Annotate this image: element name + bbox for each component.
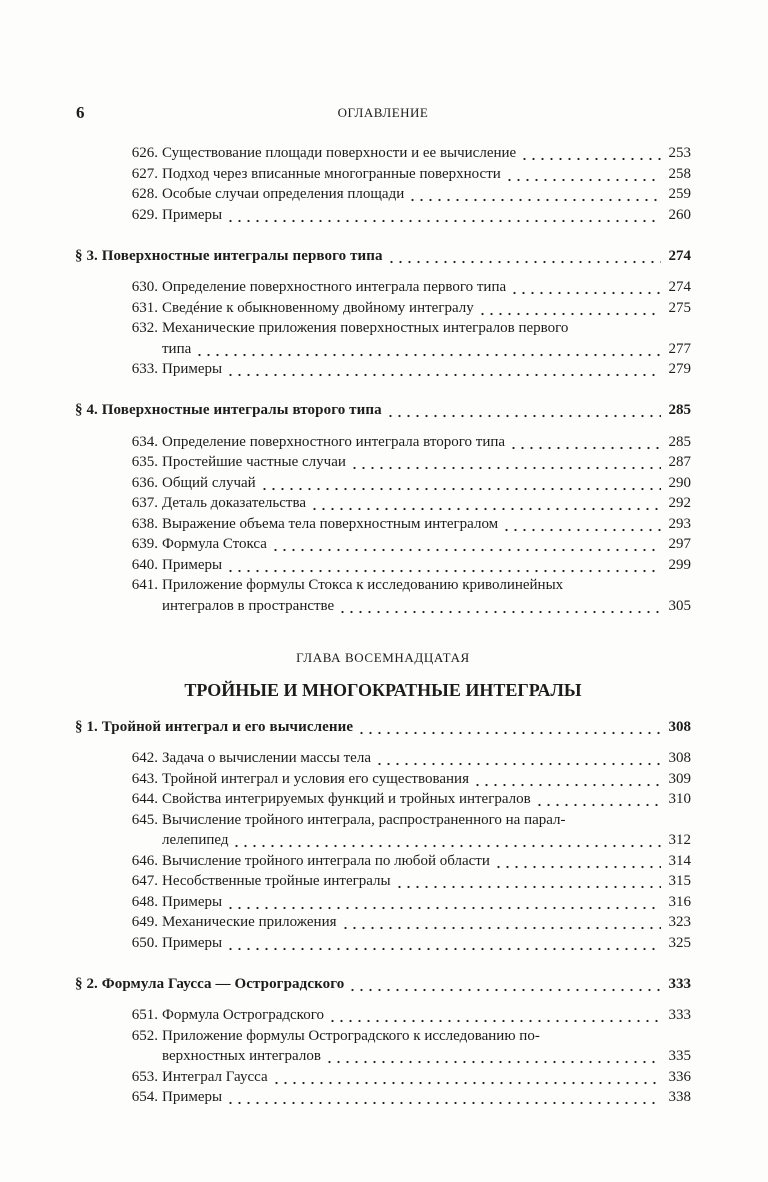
dot-leader xyxy=(226,1087,661,1108)
entry-title: Вычисление тройного интеграла, распространенного на парал- xyxy=(162,811,566,828)
entry-page-number: 325 xyxy=(668,934,691,951)
toc-entry[interactable] xyxy=(75,143,691,164)
dot-leader xyxy=(494,851,661,872)
entry-title: Приложение формулы Остроградского к исследованию по- xyxy=(162,1027,540,1044)
toc-entry[interactable] xyxy=(75,473,691,494)
toc-entry-line xyxy=(75,473,691,494)
dot-leader xyxy=(478,298,661,319)
chapter-label: ГЛАВА ВОСЕМНАДЦАТАЯ xyxy=(296,650,470,665)
toc-entry-line xyxy=(75,555,691,576)
entry-title: Подход через вписанные многогранные поверхности xyxy=(162,165,501,182)
entry-title: Сведéние к обыкновенному двойному интегралу xyxy=(162,299,474,316)
entry-number: 633. xyxy=(131,361,158,377)
entry-number: 650. xyxy=(131,934,158,951)
dot-leader xyxy=(226,359,661,380)
toc-entry[interactable] xyxy=(75,871,691,892)
entry-number: 642. xyxy=(131,750,158,766)
section-heading[interactable] xyxy=(75,974,691,995)
section-title: § 1. Тройной интеграл и его вычисление xyxy=(75,718,354,735)
entry-title: Задача о вычислении массы тела xyxy=(162,750,371,766)
entry-title: Примеры xyxy=(162,556,223,573)
entry-number: 632. xyxy=(131,320,158,336)
toc-entry-line xyxy=(75,339,691,360)
dot-leader xyxy=(386,400,661,421)
dot-leader xyxy=(328,1005,661,1026)
entry-title: Примеры xyxy=(162,934,223,951)
toc-entry[interactable] xyxy=(75,892,691,913)
entry-number: 627. xyxy=(131,165,158,182)
dot-leader xyxy=(375,748,661,769)
dot-leader xyxy=(195,339,661,360)
entry-number: 640. xyxy=(131,556,158,573)
toc-entry-line xyxy=(75,452,691,473)
entry-title: Формула Стокса xyxy=(162,536,267,552)
entry-page-number: 299 xyxy=(668,556,691,573)
entry-page-number: 258 xyxy=(668,165,691,182)
entry-title: интегралов в пространстве xyxy=(162,597,335,614)
running-title: ОГЛАВЛЕНИЕ xyxy=(337,105,429,120)
entry-number: 626. xyxy=(131,145,158,161)
toc-entry-line xyxy=(75,912,691,933)
section-title: § 3. Поверхностные интегралы первого типа xyxy=(75,247,383,264)
entry-number: 643. xyxy=(131,770,158,787)
dot-leader xyxy=(395,871,661,892)
table-of-contents-page xyxy=(75,103,691,1108)
toc-entry[interactable] xyxy=(75,912,691,933)
page-header xyxy=(75,103,691,123)
toc-entry[interactable] xyxy=(75,298,691,319)
entry-number: 652. xyxy=(131,1027,158,1044)
toc-entry-line xyxy=(75,1005,691,1026)
entry-title: лелепипед xyxy=(162,832,229,848)
entry-number: 628. xyxy=(131,186,158,202)
toc-entry-line xyxy=(75,143,691,164)
entry-number: 634. xyxy=(131,433,158,450)
dot-leader xyxy=(510,277,661,298)
entry-number: 637. xyxy=(131,495,158,511)
entry-title: Механические приложения xyxy=(162,914,337,930)
dot-leader xyxy=(272,1067,661,1088)
toc-entry-line xyxy=(75,359,691,380)
entry-title: Интеграл Гаусса xyxy=(162,1068,268,1085)
dot-leader xyxy=(338,596,661,617)
entry-number: 653. xyxy=(131,1068,158,1085)
toc-entry[interactable] xyxy=(75,493,691,514)
entry-page-number: 308 xyxy=(668,750,691,766)
toc-entry[interactable] xyxy=(75,318,691,359)
entry-title: Примеры xyxy=(162,893,223,910)
entry-page-number: 274 xyxy=(668,279,691,295)
entry-page-number: 335 xyxy=(668,1048,691,1064)
dot-leader xyxy=(505,164,661,185)
toc-entry-line xyxy=(75,748,691,769)
dot-leader xyxy=(310,493,661,514)
entry-number: 636. xyxy=(131,474,158,491)
toc-entry[interactable] xyxy=(75,205,691,226)
entry-number: 629. xyxy=(131,206,158,223)
toc-entry-line xyxy=(75,871,691,892)
entry-page-number: 323 xyxy=(668,914,691,930)
toc-entry-line xyxy=(75,810,691,831)
entry-number: 645. xyxy=(131,811,158,828)
dot-leader xyxy=(232,830,661,851)
entry-number: 635. xyxy=(131,454,158,470)
dot-leader xyxy=(271,534,661,555)
dot-leader xyxy=(325,1046,661,1067)
toc-entry[interactable] xyxy=(75,1087,691,1108)
toc-entry-line xyxy=(75,1046,691,1067)
entry-number: 630. xyxy=(131,279,158,295)
toc-entry-line xyxy=(75,164,691,185)
entry-page-number: 287 xyxy=(668,454,691,470)
entry-page-number: 336 xyxy=(668,1068,691,1085)
toc-entry[interactable] xyxy=(75,575,691,616)
toc-entry-line xyxy=(75,514,691,535)
entry-title: верхностных интегралов xyxy=(162,1048,321,1064)
toc-entry-line xyxy=(75,596,691,617)
dot-leader xyxy=(502,514,661,535)
toc-entry-line xyxy=(75,493,691,514)
dot-leader xyxy=(341,912,661,933)
entry-title: Приложение формулы Стокса к исследованию криволинейных xyxy=(162,577,564,593)
entry-page-number: 309 xyxy=(668,770,691,787)
toc-entry[interactable] xyxy=(75,164,691,185)
entry-number: 646. xyxy=(131,852,158,869)
dot-leader xyxy=(350,452,661,473)
section-page-number: 285 xyxy=(668,402,691,418)
entry-title: Существование площади поверхности и ее вычисление xyxy=(162,145,517,161)
toc-entry-line xyxy=(75,432,691,453)
toc-entry-line xyxy=(75,205,691,226)
dot-leader xyxy=(357,717,661,738)
toc-entry[interactable] xyxy=(75,748,691,769)
entry-number: 654. xyxy=(131,1089,158,1105)
section-heading[interactable] xyxy=(75,717,691,738)
chapter-title: ТРОЙНЫЕ И МНОГОКРАТНЫЕ ИНТЕГРАЛЫ xyxy=(184,680,582,700)
entry-page-number: 333 xyxy=(668,1007,691,1023)
toc-entry[interactable] xyxy=(75,810,691,851)
entry-title: Деталь доказательства xyxy=(162,495,307,511)
entry-title: Вычисление тройного интеграла по любой области xyxy=(162,852,490,869)
toc-list xyxy=(75,143,691,1108)
toc-entry-line xyxy=(75,830,691,851)
toc-entry-line xyxy=(75,1026,691,1047)
dot-leader xyxy=(226,555,661,576)
entry-page-number: 315 xyxy=(668,873,691,889)
toc-entry[interactable] xyxy=(75,452,691,473)
entry-page-number: 285 xyxy=(668,433,691,450)
toc-entry-line xyxy=(75,277,691,298)
entry-page-number: 259 xyxy=(668,186,691,202)
toc-entry[interactable] xyxy=(75,1026,691,1067)
toc-entry[interactable] xyxy=(75,359,691,380)
toc-entry[interactable] xyxy=(75,851,691,872)
entry-page-number: 297 xyxy=(668,536,691,552)
toc-entry[interactable] xyxy=(75,514,691,535)
toc-entry-line xyxy=(75,534,691,555)
entry-title: Выражение объема тела поверхностным интегралом xyxy=(162,515,499,532)
toc-entry-line xyxy=(75,892,691,913)
toc-entry-line xyxy=(75,851,691,872)
entry-page-number: 316 xyxy=(668,893,691,910)
entry-page-number: 293 xyxy=(668,515,691,532)
toc-entry[interactable] xyxy=(75,769,691,790)
toc-entry-line xyxy=(75,575,691,596)
toc-entry-line xyxy=(75,1067,691,1088)
entry-title: Примеры xyxy=(162,206,223,223)
page-number: 6 xyxy=(76,103,85,122)
dot-leader xyxy=(509,432,661,453)
entry-page-number: 275 xyxy=(668,299,691,316)
entry-number: 644. xyxy=(131,791,158,807)
section-page-number: 308 xyxy=(668,718,691,735)
entry-title: Свойства интегрируемых функций и тройных интегралов xyxy=(162,791,531,807)
toc-entry[interactable] xyxy=(75,184,691,205)
entry-page-number: 314 xyxy=(668,852,691,869)
entry-page-number: 292 xyxy=(668,495,691,511)
entry-title: Особые случаи определения площади xyxy=(162,186,405,202)
toc-entry-line xyxy=(75,318,691,339)
entry-title: Определение поверхностного интеграла второго типа xyxy=(162,433,506,450)
toc-entry[interactable] xyxy=(75,1067,691,1088)
section-title: § 2. Формула Гаусса — Остроградского xyxy=(75,975,345,992)
entry-page-number: 338 xyxy=(668,1089,691,1105)
section-page-number: 274 xyxy=(668,247,691,264)
toc-entry[interactable] xyxy=(75,789,691,810)
entry-page-number: 305 xyxy=(668,597,691,614)
section-heading[interactable] xyxy=(75,246,691,267)
entry-page-number: 290 xyxy=(668,474,691,491)
dot-leader xyxy=(260,473,661,494)
dot-leader xyxy=(473,769,661,790)
toc-entry[interactable] xyxy=(75,432,691,453)
entry-number: 631. xyxy=(131,299,158,316)
dot-leader xyxy=(408,184,661,205)
dot-leader xyxy=(387,246,661,267)
entry-number: 649. xyxy=(131,914,158,930)
dot-leader xyxy=(226,933,661,954)
entry-title: Механические приложения поверхностных интегралов первого xyxy=(162,320,569,336)
dot-leader xyxy=(535,789,661,810)
entry-title: Несобственные тройные интегралы xyxy=(162,873,391,889)
toc-entry[interactable] xyxy=(75,1005,691,1026)
entry-title: Тройной интеграл и условия его существования xyxy=(162,770,469,787)
section-title: § 4. Поверхностные интегралы второго типа xyxy=(75,402,382,418)
section-page-number: 333 xyxy=(668,975,691,992)
toc-entry-line xyxy=(75,933,691,954)
entry-title: Общий случай xyxy=(162,474,256,491)
toc-entry-line xyxy=(75,298,691,319)
dot-leader xyxy=(348,974,661,995)
entry-page-number: 253 xyxy=(668,145,691,161)
toc-entry[interactable] xyxy=(75,534,691,555)
dot-leader xyxy=(226,205,661,226)
dot-leader xyxy=(226,892,661,913)
section-heading[interactable] xyxy=(75,400,691,421)
toc-entry-line xyxy=(75,769,691,790)
entry-number: 639. xyxy=(131,536,158,552)
entry-page-number: 277 xyxy=(668,340,691,357)
entry-title: Примеры xyxy=(162,1089,223,1105)
toc-entry-line xyxy=(75,184,691,205)
entry-number: 638. xyxy=(131,515,158,532)
entry-page-number: 279 xyxy=(668,361,691,377)
toc-entry-line xyxy=(75,789,691,810)
entry-title: типа xyxy=(162,340,192,357)
entry-number: 647. xyxy=(131,873,158,889)
toc-entry[interactable] xyxy=(75,933,691,954)
entry-title: Формула Остроградского xyxy=(162,1007,324,1023)
entry-number: 651. xyxy=(131,1007,158,1023)
entry-number: 641. xyxy=(131,577,158,593)
entry-title: Простейшие частные случаи xyxy=(162,454,346,470)
toc-entry[interactable] xyxy=(75,555,691,576)
toc-entry[interactable] xyxy=(75,277,691,298)
entry-page-number: 312 xyxy=(668,832,691,848)
entry-page-number: 260 xyxy=(668,206,691,223)
toc-entry-line xyxy=(75,1087,691,1108)
entry-title: Определение поверхностного интеграла первого типа xyxy=(162,279,507,295)
entry-page-number: 310 xyxy=(668,791,691,807)
dot-leader xyxy=(520,143,661,164)
entry-title: Примеры xyxy=(162,361,223,377)
entry-number: 648. xyxy=(131,893,158,910)
